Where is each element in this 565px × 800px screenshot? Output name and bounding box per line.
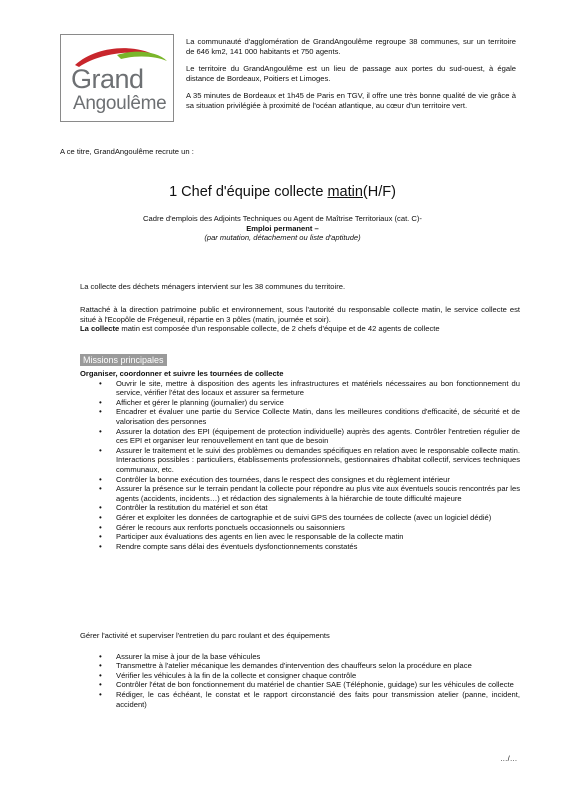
list-item: • Rédiger, le cas échéant, le constat et le rapport circonstancié des faits pour transmission atelier (panne, incident, accident) (80, 690, 520, 709)
list-item: • Participer aux évaluations des agents en lien avec le responsable de la collecte matin (80, 532, 520, 542)
logo-text-angouleme: Angoulême (73, 93, 167, 114)
section-organiser (80, 369, 520, 551)
grandangouleme-logo (60, 34, 174, 122)
list-item: • Assurer le traitement et le suivi des problèmes ou demandes spécifiques en relation avec le responsable collecte matin. Interactions possibles : particuliers, établissements professionnels, gestionnaires d'habitat collectif, services techniques communaux, etc. (80, 446, 520, 475)
job-title (0, 184, 565, 201)
list-item: • Assurer la présence sur le terrain pendant la collecte pour répondre au plus vite aux éventuels soucis rencontrés par les agents (accidents, incidents…) et rédaction des signalements à la hiérarchie de toute difficulté majeure (80, 484, 520, 503)
list-item: • Transmettre à l'atelier mécanique les demandes d'intervention des chauffeurs selon la procédure en place (80, 661, 520, 671)
recruit-lead: A ce titre, GrandAngoulême recrute un : (60, 147, 194, 156)
job-subtitle (0, 214, 565, 243)
logo-text-grand: Grand (71, 64, 144, 94)
organisation-composition (80, 324, 520, 334)
job-title-underlined: matin (327, 184, 363, 200)
intro-paragraph: A 35 minutes de Bordeaux et 1h45 de Paris en TGV, il offre une très bonne qualité de vie grâce à sa situation privilégiée à proximité de l'océan atlantique, au cœur d'un territoire vert. (186, 91, 516, 110)
list-item: • Contrôler l'état de bon fonctionnement du matériel de chantier SAE (Téléphonie, guidage) sur les véhicules de collecte (80, 680, 520, 690)
list-item: • Ouvrir le site, mettre à disposition des agents les infrastructures et matériels nécessaires au bon fonctionnement du service, vérifier l'état des locaux et assurer sa fermeture (80, 379, 520, 398)
section-heading: Gérer l'activité et superviser l'entretien du parc roulant et des équipements (80, 631, 330, 640)
intro-paragraph: Le territoire du GrandAngoulême est un lieu de passage aux portes du sud-ouest, à égale distance de Bordeaux, Poitiers et Limoges. (186, 64, 516, 83)
job-title-suffix: (H/F) (362, 184, 396, 200)
section-heading: Organiser, coordonner et suivre les tournées de collecte (80, 369, 284, 378)
mission-list (80, 379, 520, 552)
intro-block (186, 37, 516, 119)
mission-list (80, 652, 520, 710)
subtitle-line-modalities: (par mutation, détachement ou liste d'aptitude) (204, 233, 361, 243)
intro-paragraph: La communauté d'agglomération de GrandAngoulême regroupe 38 communes, sur un territoire de 646 km2, 141 000 habitants et 750 agents. (186, 37, 516, 56)
subtitle-line-permanent: Emploi permanent – (246, 223, 319, 233)
list-item: • Gérer et exploiter les données de cartographie et de suivi GPS des tournées de collecte (avec un logiciel dédié) (80, 513, 520, 523)
list-item: • Vérifier les véhicules à la fin de la collecte et consigner chaque contrôle (80, 671, 520, 681)
page-continuation: …/… (500, 754, 518, 763)
list-item: • Contrôler la bonne exécution des tournées, dans le respect des consignes et du règlement intérieur (80, 475, 520, 485)
list-item: • Assurer la dotation des EPI (équipement de protection individuelle) auprès des agents. Contrôler l'entretien régulier de ces EPI et organiser leur renouvellement en tant que de besoin (80, 427, 520, 446)
job-title-prefix: 1 Chef d'équipe collecte (169, 184, 324, 200)
organisation-text: Rattaché à la direction patrimoine public et environnement, sous l'autorité du responsable collecte matin, le service collecte est situé à l'Ecopôle de Frégeneuil, répartie en 3 pôles (matin, journée et soir). (80, 305, 520, 324)
list-item: • Afficher et gérer le planning (journalier) du service (80, 398, 520, 408)
list-item: • Rendre compte sans délai des éventuels dysfonctionnements constatés (80, 542, 520, 552)
list-item: • Encadrer et évaluer une partie du Service Collecte Matin, dans les meilleures conditions d'efficacité, de sécurité et de valorisation des personnes (80, 407, 520, 426)
composition-rest: matin est composée d'un responsable collecte, de 2 chefs d'équipe et de 42 agents de collecte (119, 324, 440, 334)
composition-bold-lead: La collecte (80, 324, 120, 334)
list-item: • Contrôler la restitution du matériel et son état (80, 503, 520, 513)
list-item: • Assurer la mise à jour de la base véhicules (80, 652, 520, 662)
subtitle-line-grade: Cadre d'emplois des Adjoints Techniques ou Agent de Maîtrise Territoriaux (cat. C)- (143, 214, 422, 223)
intro-collecte-paragraph: La collecte des déchets ménagers intervient sur les 38 communes du territoire. (80, 282, 346, 291)
missions-header: Missions principales (80, 354, 167, 366)
list-item: • Gérer le recours aux renforts ponctuels occasionnels ou saisonniers (80, 523, 520, 533)
organisation-paragraph (80, 305, 520, 334)
section-parc-roulant (80, 631, 520, 709)
